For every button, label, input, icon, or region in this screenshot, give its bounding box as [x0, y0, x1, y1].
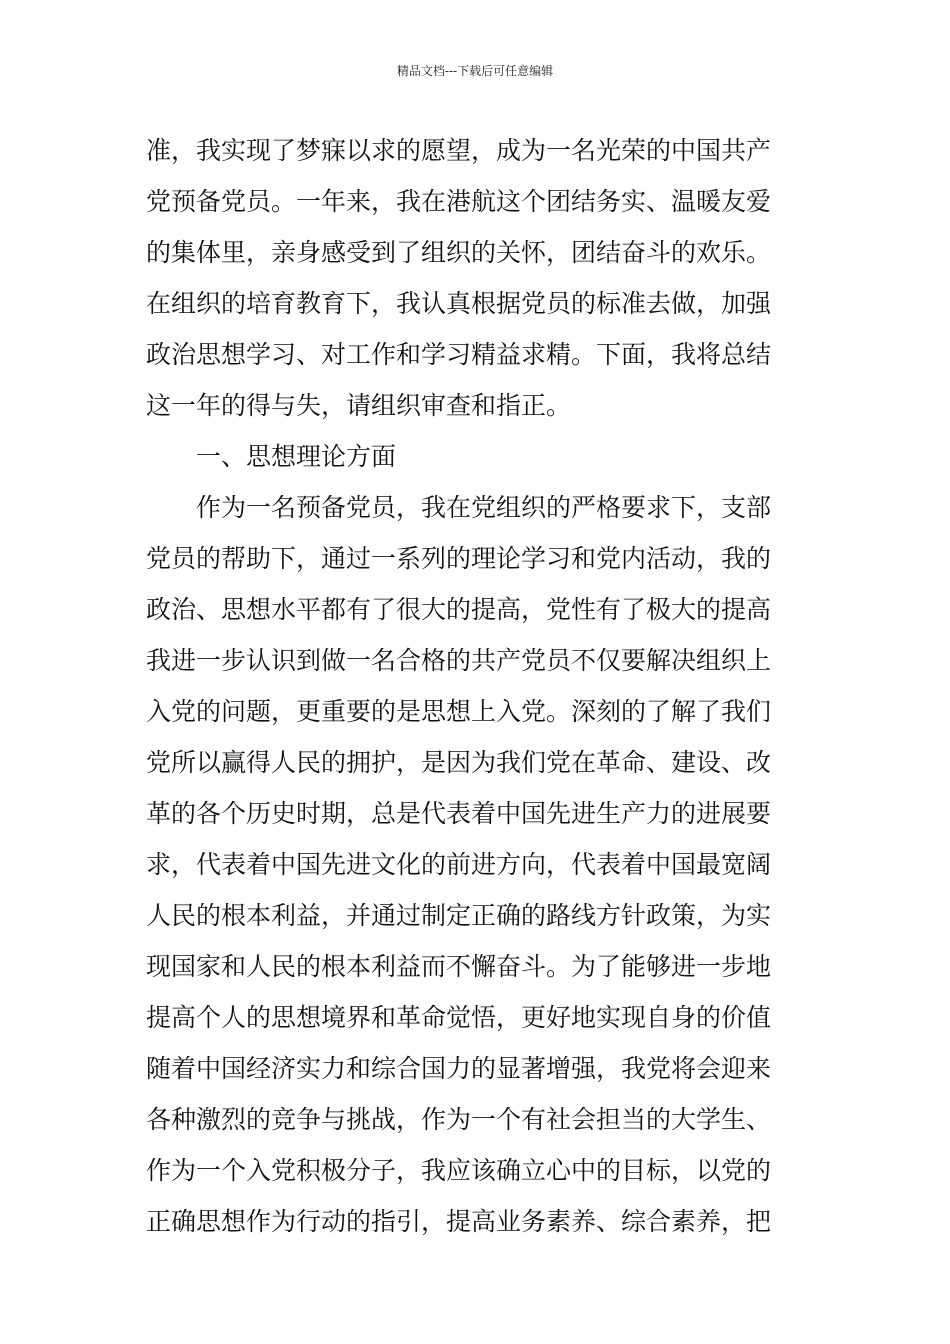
paragraph-line: 的集体里，亲身感受到了组织的关怀，团结奋斗的欢乐。 [146, 238, 772, 267]
paragraph-line: 政治思想学习、对工作和学习精益求精。下面，我将总结 [146, 340, 772, 369]
paragraph-line: 革的各个历史时期，总是代表着中国先进生产力的进展要 [146, 799, 772, 828]
paragraph-line: 各种激烈的竞争与挑战，作为一个有社会担当的大学生、 [146, 1105, 772, 1134]
paragraph-line: 随着中国经济实力和综合国力的显著增强，我党将会迎来 [146, 1054, 772, 1083]
paragraph-line: 入党的问题，更重要的是思想上入党。深刻的了解了我们 [146, 697, 772, 726]
paragraph-line: 在组织的培育教育下，我认真根据党员的标准去做，加强 [146, 289, 772, 318]
paragraph-line: 党所以赢得人民的拥护，是因为我们党在革命、建设、改 [146, 748, 772, 777]
paragraph-line: 提高个人的思想境界和革命觉悟，更好地实现自身的价值 [146, 1003, 772, 1032]
paragraph-line: 我进一步认识到做一名合格的共产党员不仅要解决组织上 [146, 646, 772, 675]
paragraph-line: 求，代表着中国先进文化的前进方向，代表着中国最宽阔 [146, 850, 772, 879]
paragraph-line: 正确思想作为行动的指引，提高业务素养、综合素养，把 [146, 1207, 772, 1236]
paragraph-line: 人民的根本利益，并通过制定正确的路线方针政策，为实 [146, 901, 772, 930]
paragraph-line: 作为一名预备党员，我在党组织的严格要求下，支部 [196, 493, 772, 522]
paragraph-line: 准，我实现了梦寐以求的愿望，成为一名光荣的中国共产 [146, 136, 772, 165]
paragraph-line: 作为一个入党积极分子，我应该确立心中的目标，以党的 [146, 1156, 772, 1185]
section-heading: 一、思想理论方面 [196, 442, 397, 471]
paragraph-line: 现国家和人民的根本利益而不懈奋斗。为了能够进一步地 [146, 952, 772, 981]
paragraph-line: 党预备党员。一年来，我在港航这个团结务实、温暖友爱 [146, 187, 772, 216]
paragraph-line: 这一年的得与失，请组织审查和指正。 [146, 391, 572, 420]
paragraph-line: 党员的帮助下，通过一系列的理论学习和党内活动，我的 [146, 544, 772, 573]
page-header: 精品文档---下载后可任意编辑 [396, 64, 554, 78]
document-body [146, 128, 816, 1250]
paragraph-line: 政治、思想水平都有了很大的提高，党性有了极大的提高 [146, 595, 772, 624]
